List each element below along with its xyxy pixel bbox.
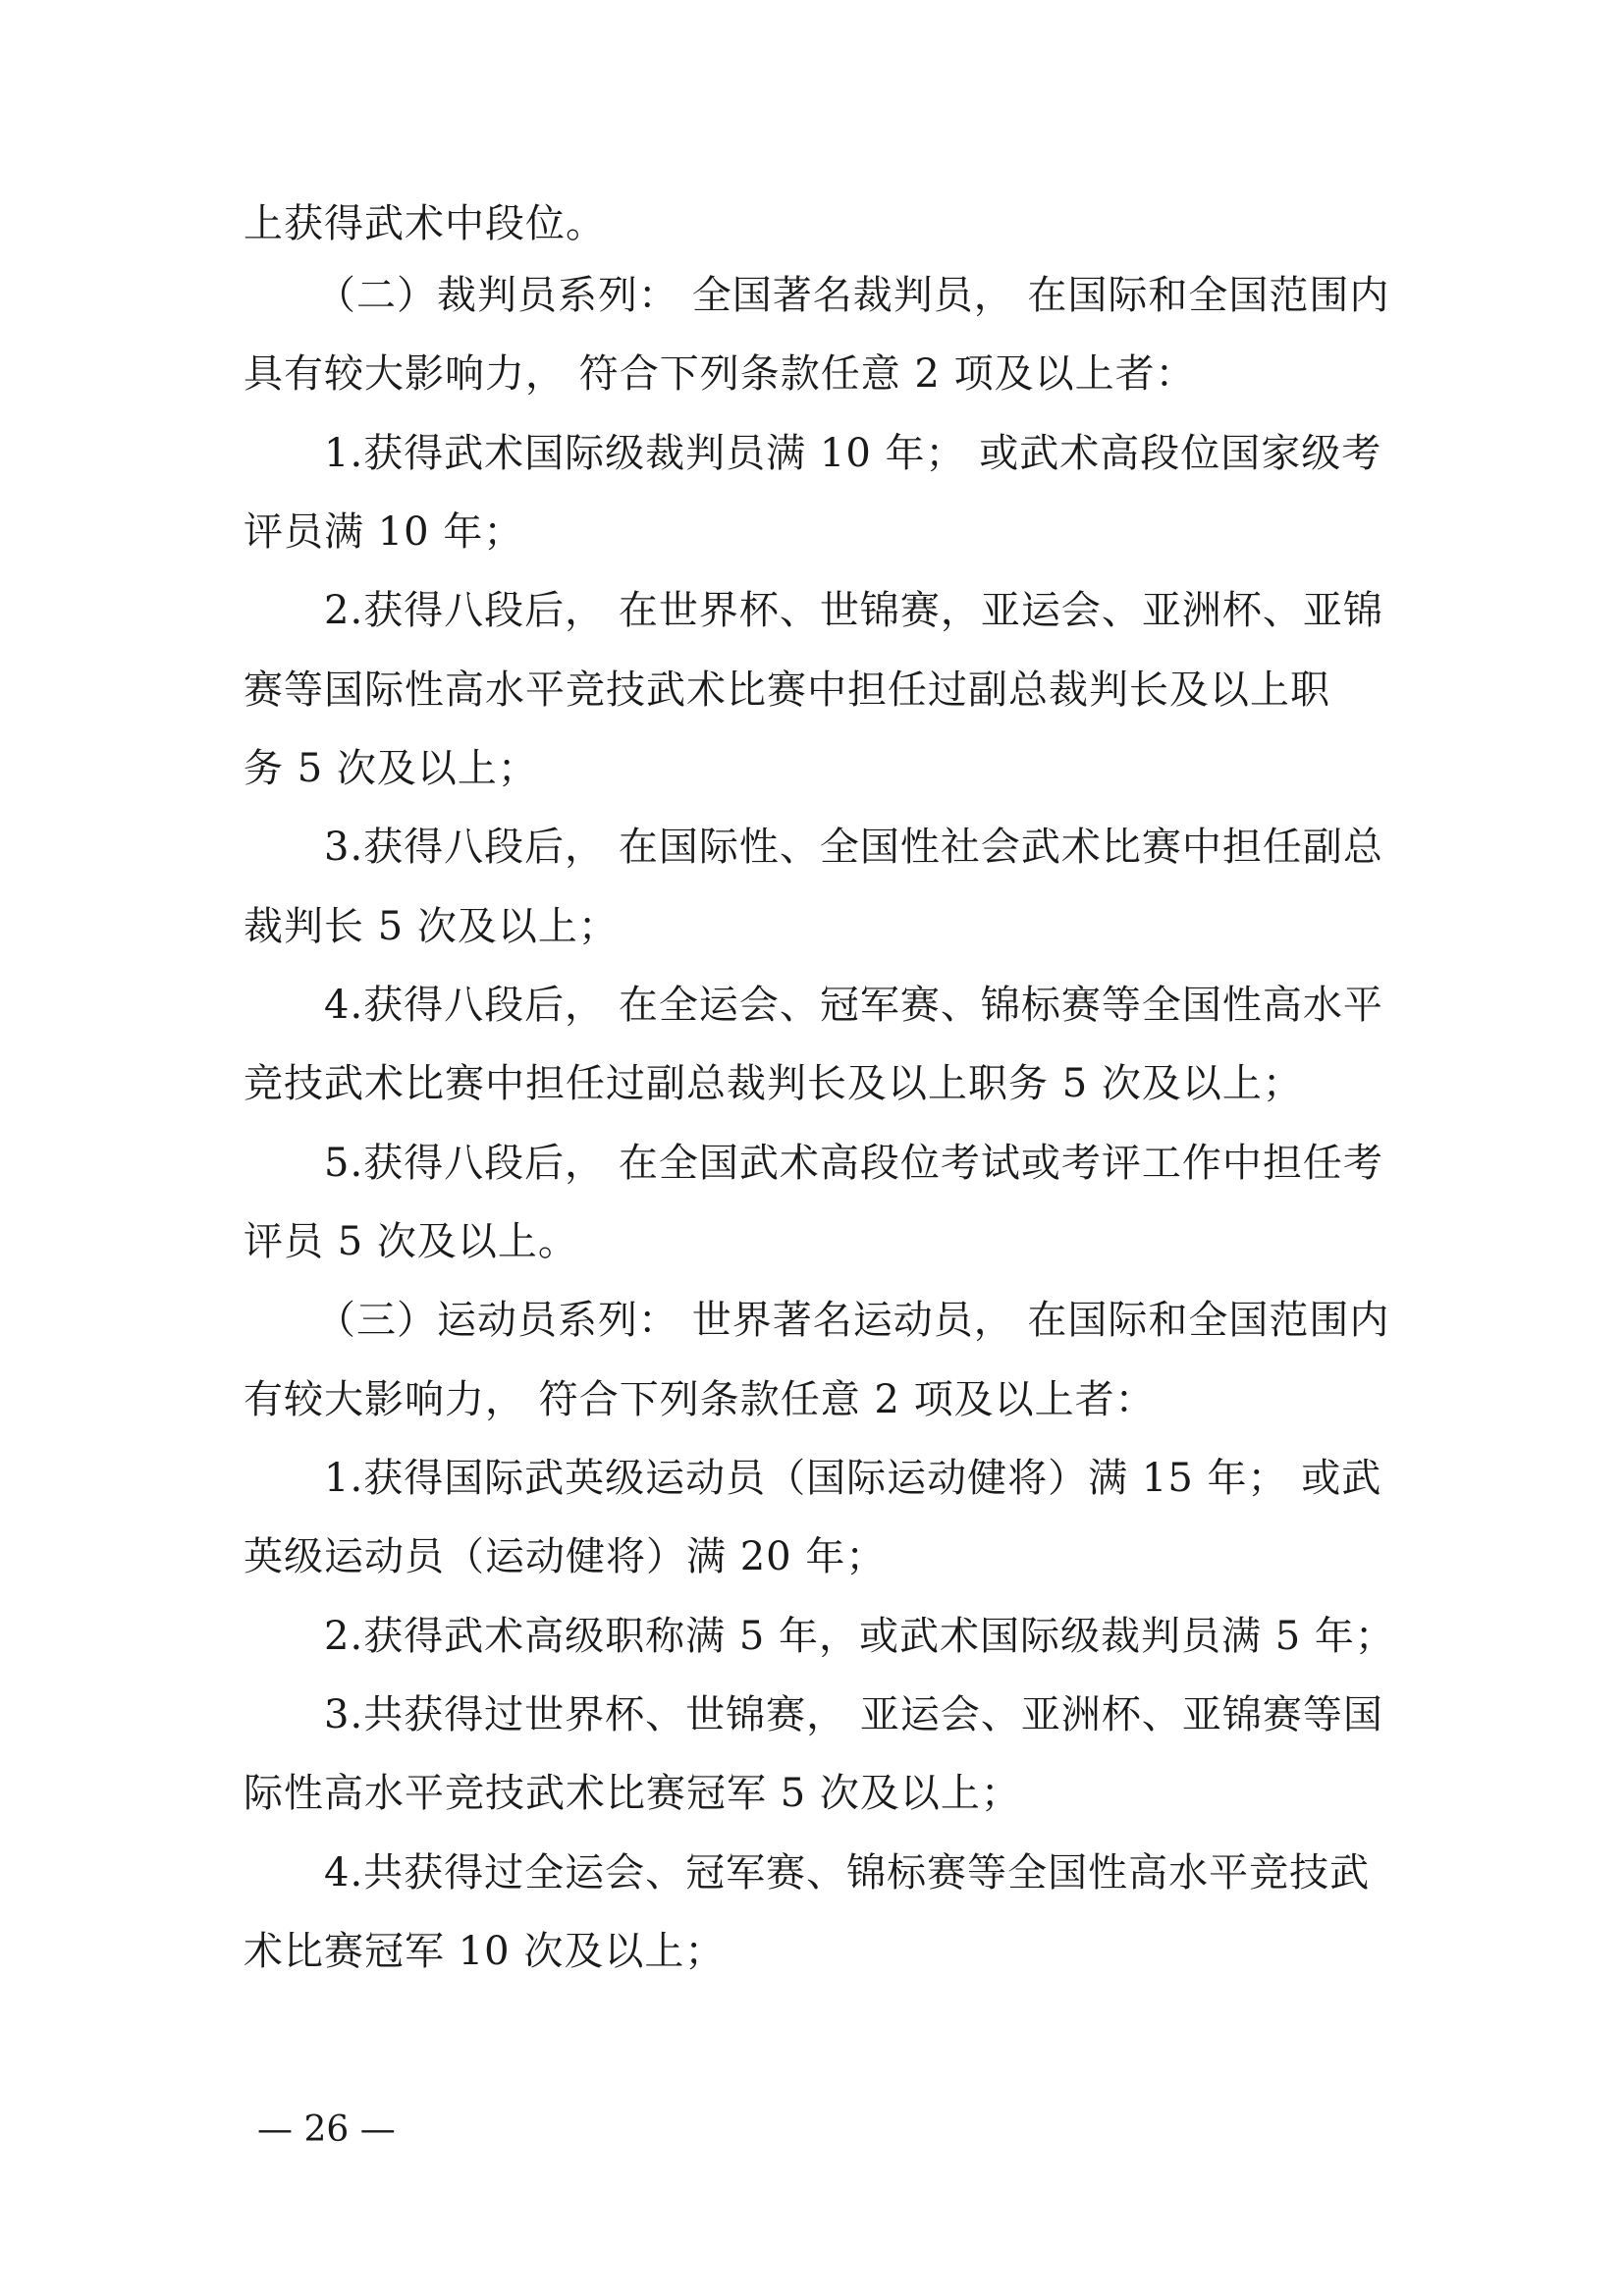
list-item-referee-5: 5.获得八段后， 在全国武术高段位考试或考评工作中担任考 <box>324 1141 1383 1186</box>
text-line-5: 评员满 10 年； <box>244 509 524 555</box>
text-line-18: 英级运动员（运动健将）满 20 年； <box>244 1534 887 1579</box>
text-line-23: 术比赛冠军 10 次及以上； <box>244 1929 726 1974</box>
text-line-3: 具有较大影响力， 符合下列条款任意 2 项及以上者： <box>244 351 1196 397</box>
list-item-athlete-1: 1.获得国际武英级运动员（国际运动健将）满 15 年； 或武 <box>324 1456 1382 1501</box>
page-number: — 26 — <box>257 2109 396 2150</box>
text-line-16: 有较大影响力， 符合下列条款任意 2 项及以上者： <box>244 1377 1156 1422</box>
text-line-7: 赛等国际性高水平竞技武术比赛中担任过副总裁判长及以上职 <box>244 667 1330 713</box>
list-item-referee-1: 1.获得武术国际级裁判员满 10 年； 或武术高段位国家级考 <box>324 431 1382 476</box>
text-line-1: 上获得武术中段位。 <box>244 201 606 246</box>
text-line-12: 竞技武术比赛中担任过副总裁判长及以上职务 5 次及以上； <box>244 1061 1303 1106</box>
text-line-21: 际性高水平竞技武术比赛冠军 5 次及以上； <box>244 1771 1021 1816</box>
list-item-athlete-3: 3.共获得过世界杯、世锦赛， 亚运会、亚洲杯、亚锦赛等国 <box>324 1692 1383 1737</box>
section-heading-athlete: （三）运动员系列： 世界著名运动员， 在国际和全国范围内 <box>316 1298 1390 1343</box>
text-line-8: 务 5 次及以上； <box>244 746 538 791</box>
section-heading-referee: （二）裁判员系列： 全国著名裁判员， 在国际和全国范围内 <box>316 273 1390 318</box>
text-line-10: 裁判长 5 次及以上； <box>244 904 619 949</box>
text-line-14: 评员 5 次及以上。 <box>244 1219 578 1264</box>
list-item-referee-4: 4.获得八段后， 在全运会、冠军赛、锦标赛等全国性高水平 <box>324 983 1383 1028</box>
list-item-athlete-2: 2.获得武术高级职称满 5 年，或武术国际级裁判员满 5 年； <box>324 1614 1395 1659</box>
list-item-referee-3: 3.获得八段后， 在国际性、全国性社会武术比赛中担任副总 <box>324 825 1383 870</box>
list-item-athlete-4: 4.共获得过全运会、冠军赛、锦标赛等全国性高水平竞技武 <box>324 1850 1371 1896</box>
list-item-referee-2: 2.获得八段后， 在世界杯、世锦赛，亚运会、亚洲杯、亚锦 <box>324 588 1383 633</box>
